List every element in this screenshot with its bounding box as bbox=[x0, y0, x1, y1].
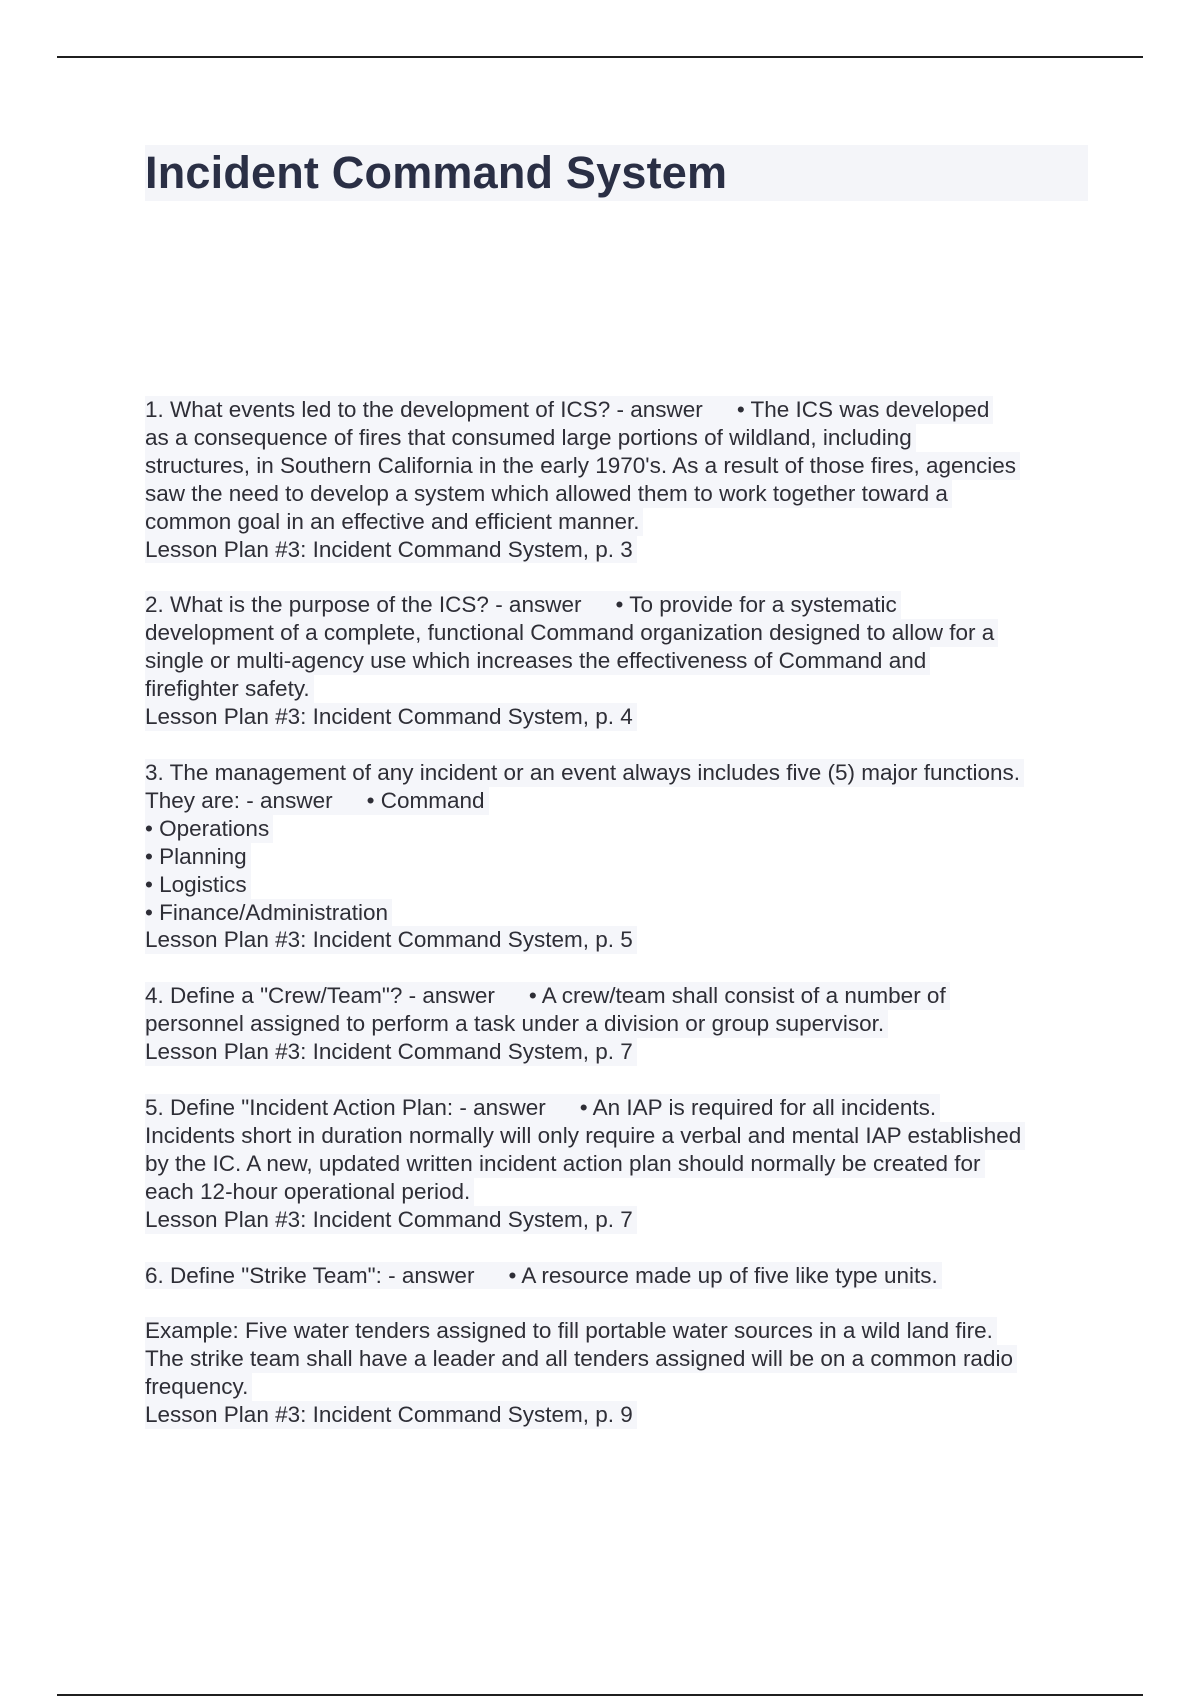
text-line: Incidents short in duration normally will only require a verbal and mental IAP established bbox=[145, 1122, 1025, 1150]
answer-text: • A resource made up of five like type units. bbox=[508, 1262, 938, 1288]
qa-item bbox=[145, 1262, 1095, 1429]
text-line: common goal in an effective and efficient manner. bbox=[145, 508, 643, 536]
text-line: each 12-hour operational period. bbox=[145, 1178, 474, 1206]
text-line: • Logistics bbox=[145, 871, 251, 899]
text-line: development of a complete, functional Command organization designed to allow for a bbox=[145, 619, 998, 647]
text-line bbox=[145, 396, 993, 424]
qa-item bbox=[145, 1094, 1095, 1234]
text-line bbox=[145, 787, 489, 815]
qa-item bbox=[145, 759, 1095, 954]
text-line: Example: Five water tenders assigned to fill portable water sources in a wild land fire. bbox=[145, 1317, 997, 1345]
text-line: personnel assigned to perform a task under a division or group supervisor. bbox=[145, 1010, 888, 1038]
text-line: saw the need to develop a system which allowed them to work together toward a bbox=[145, 480, 952, 508]
text-line bbox=[145, 982, 950, 1010]
text-line: Lesson Plan #3: Incident Command System, p. 9 bbox=[145, 1401, 637, 1429]
text-line: firefighter safety. bbox=[145, 675, 314, 703]
question-text: 6. Define "Strike Team": - answer bbox=[145, 1262, 475, 1288]
text-line: 3. The management of any incident or an event always includes five (5) major functions. bbox=[145, 759, 1024, 787]
bottom-rule bbox=[57, 1694, 1143, 1696]
text-line: The strike team shall have a leader and all tenders assigned will be on a common radio bbox=[145, 1345, 1017, 1373]
question-text: 4. Define a "Crew/Team"? - answer bbox=[145, 983, 495, 1009]
text-line: • Planning bbox=[145, 843, 251, 871]
text-line bbox=[145, 591, 901, 619]
qa-list bbox=[145, 396, 1095, 1457]
text-line: Lesson Plan #3: Incident Command System, p. 5 bbox=[145, 926, 637, 954]
top-rule bbox=[57, 56, 1143, 58]
text-line: • Operations bbox=[145, 815, 273, 843]
text-line: Lesson Plan #3: Incident Command System, p. 7 bbox=[145, 1038, 637, 1066]
question-text: 5. Define "Incident Action Plan: - answer bbox=[145, 1095, 546, 1121]
answer-text: • A crew/team shall consist of a number of bbox=[528, 983, 946, 1009]
question-text: 1. What events led to the development of ICS? - answer bbox=[145, 397, 703, 422]
text-line: single or multi-agency use which increases the effectiveness of Command and bbox=[145, 647, 930, 675]
question-text: 2. What is the purpose of the ICS? - answer bbox=[145, 592, 582, 618]
text-line: Lesson Plan #3: Incident Command System, p. 3 bbox=[145, 536, 637, 564]
text-line: by the IC. A new, updated written incident action plan should normally be created for bbox=[145, 1150, 985, 1178]
paragraph-gap bbox=[145, 1289, 1095, 1317]
answer-text: • The ICS was developed bbox=[736, 397, 990, 422]
question-text: They are: - answer bbox=[145, 787, 333, 813]
text-line bbox=[145, 1094, 940, 1122]
page-title: Incident Command System bbox=[145, 147, 728, 198]
answer-text: • To provide for a systematic bbox=[615, 592, 897, 618]
answer-text: • An IAP is required for all incidents. bbox=[579, 1095, 937, 1121]
qa-item bbox=[145, 982, 1095, 1066]
text-line: • Finance/Administration bbox=[145, 899, 392, 927]
text-line: as a consequence of fires that consumed large portions of wildland, including bbox=[145, 424, 916, 452]
answer-text: • Command bbox=[366, 787, 485, 813]
qa-item bbox=[145, 396, 1095, 563]
text-line: frequency. bbox=[145, 1373, 252, 1401]
qa-item bbox=[145, 591, 1095, 731]
text-line: Lesson Plan #3: Incident Command System, p. 7 bbox=[145, 1206, 637, 1234]
text-line: structures, in Southern California in the early 1970's. As a result of those fires, agencies bbox=[145, 452, 1020, 480]
text-line: Lesson Plan #3: Incident Command System, p. 4 bbox=[145, 703, 637, 731]
text-line bbox=[145, 1262, 942, 1290]
